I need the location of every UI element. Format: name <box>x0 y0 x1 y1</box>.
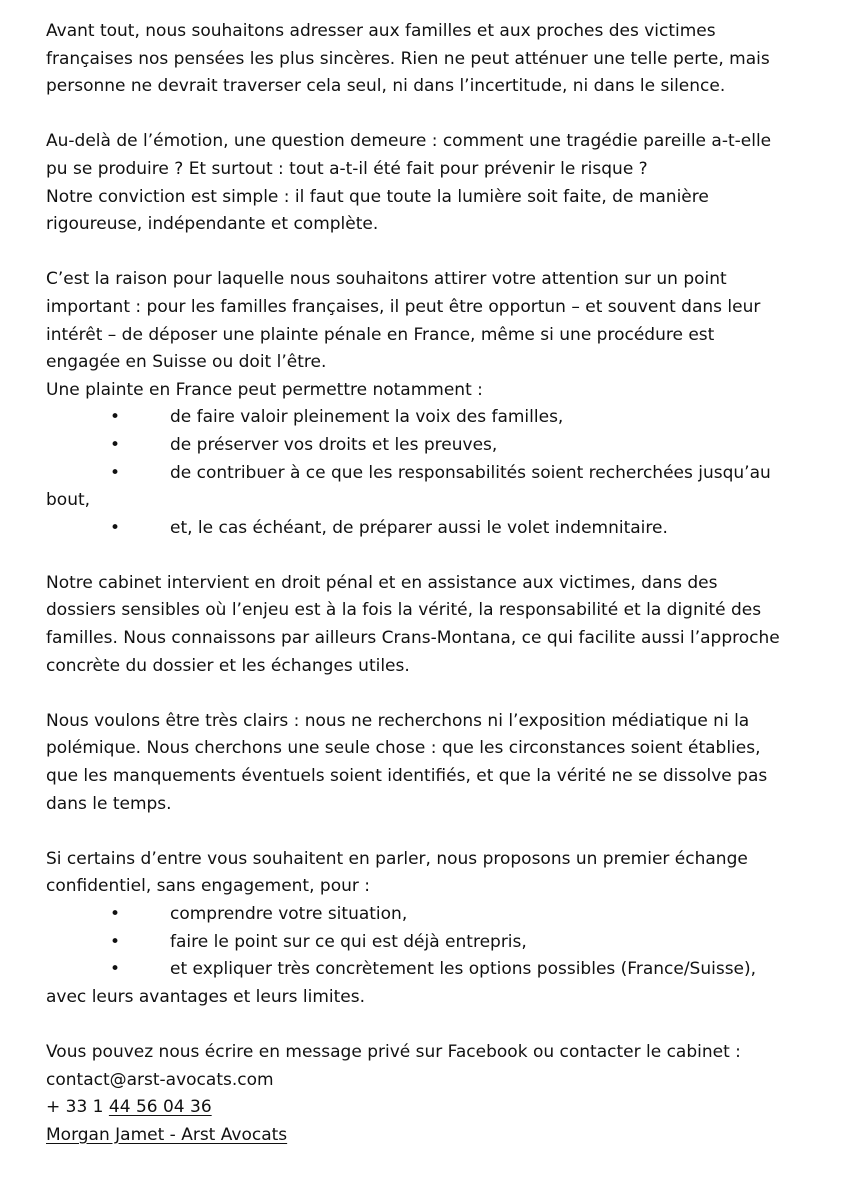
list-item <box>46 515 862 543</box>
text-line: personne ne devrait traverser cela seul, ni dans l’incertitude, ni dans le silence. <box>46 76 726 97</box>
list-item-text: et, le cas échéant, de préparer aussi le volet indemnitaire. <box>170 517 668 538</box>
bullet-icon: • <box>110 959 121 980</box>
text-line: intérêt – de déposer une plainte pénale en France, même si une procédure est <box>46 324 715 345</box>
bullet-icon: • <box>110 462 121 483</box>
list-item-text: comprendre votre situation, <box>170 904 408 924</box>
contact-intro: Vous pouvez nous écrire en message privé sur Facebook ou contacter le cabinet : <box>46 1041 741 1062</box>
text-line: confidentiel, sans engagement, pour : <box>46 876 370 897</box>
bullet-icon: • <box>110 407 121 428</box>
signature-link[interactable]: Morgan Jamet - Arst Avocats <box>46 1124 288 1145</box>
paragraph-condolences <box>46 18 862 101</box>
text-line: Notre conviction est simple : il faut que toute la lumière soit faite, de manière <box>46 186 709 207</box>
list-item-wrap: bout, <box>46 490 91 511</box>
contact-email[interactable]: contact@arst-avocats.com <box>46 1069 274 1090</box>
text-line: Si certains d’entre vous souhaitent en parler, nous proposons un premier échange <box>46 848 748 869</box>
list-item <box>46 432 862 460</box>
text-line: Avant tout, nous souhaitons adresser aux familles et aux proches des victimes <box>46 21 716 41</box>
paragraph-gap <box>46 239 862 267</box>
text-line: polémique. Nous cherchons une seule chose : que les circonstances soient établies, <box>46 738 761 759</box>
text-line: Au-delà de l’émotion, une question demeure : comment une tragédie pareille a-t-elle <box>46 131 772 152</box>
list-item-text: de faire valoir pleinement la voix des familles, <box>170 407 564 428</box>
list-item-text: faire le point sur ce qui est déjà entrepris, <box>170 931 527 952</box>
paragraph-gap <box>46 680 862 708</box>
text-line: françaises nos pensées les plus sincères. Rien ne peut atténuer une telle perte, mais <box>46 48 770 69</box>
paragraph-gap <box>46 101 862 129</box>
list-item <box>46 460 862 488</box>
text-line: important : pour les familles françaises, il peut être opportun – et souvent dans leur <box>46 296 761 317</box>
text-line: engagée en Suisse ou doit l’être. <box>46 352 327 373</box>
paragraph-question <box>46 128 862 238</box>
text-line: pu se produire ? Et surtout : tout a-t-il été fait pour prévenir le risque ? <box>46 158 648 179</box>
contact-phone <box>46 1094 862 1122</box>
paragraph-gap <box>46 818 862 846</box>
bullet-list-complaint-benefits <box>46 404 862 542</box>
bullet-icon: • <box>110 517 121 538</box>
paragraph-intentions <box>46 708 862 818</box>
text-line: Nous voulons être très clairs : nous ne recherchons ni l’exposition médiatique ni la <box>46 710 750 731</box>
text-line: dans le temps. <box>46 793 172 814</box>
text-line: que les manquements éventuels soient identifiés, et que la vérité ne se dissolve pas <box>46 766 768 787</box>
text-line: rigoureuse, indépendante et complète. <box>46 214 379 235</box>
paragraph-gap <box>46 542 862 570</box>
paragraph-offer <box>46 846 862 901</box>
list-item-text: de préserver vos droits et les preuves, <box>170 434 498 455</box>
bullet-icon: • <box>110 434 121 455</box>
text-line: Notre cabinet intervient en droit pénal et en assistance aux victimes, dans des <box>46 572 718 593</box>
bullet-icon: • <box>110 931 121 952</box>
bullet-list-offer <box>46 901 862 1011</box>
bullet-icon: • <box>110 904 121 924</box>
text-line: Une plainte en France peut permettre notamment : <box>46 379 483 400</box>
list-item <box>46 404 862 432</box>
list-item <box>46 929 862 957</box>
text-line: dossiers sensibles où l’enjeu est à la fois la vérité, la responsabilité et la dignité des <box>46 600 762 621</box>
list-item <box>46 956 862 984</box>
list-item-text: de contribuer à ce que les responsabilités soient recherchées jusqu’au <box>170 462 771 483</box>
paragraph-complaint <box>46 266 862 404</box>
text-line: concrète du dossier et les échanges utiles. <box>46 655 410 676</box>
list-item <box>46 901 862 929</box>
paragraph-firm <box>46 570 862 680</box>
list-item-text: et expliquer très concrètement les options possibles (France/Suisse), <box>170 959 757 980</box>
phone-prefix: + 33 1 <box>46 1097 109 1118</box>
text-line: C’est la raison pour laquelle nous souhaitons attirer votre attention sur un point <box>46 269 727 290</box>
paragraph-gap <box>46 1011 862 1039</box>
contact-block <box>46 1039 862 1149</box>
signature-line <box>46 1122 862 1150</box>
phone-link[interactable]: 44 56 04 36 <box>108 1097 212 1118</box>
list-item-wrap: avec leurs avantages et leurs limites. <box>46 986 366 1007</box>
text-line: familles. Nous connaissons par ailleurs Crans-Montana, ce qui facilite aussi l’approche <box>46 628 780 649</box>
